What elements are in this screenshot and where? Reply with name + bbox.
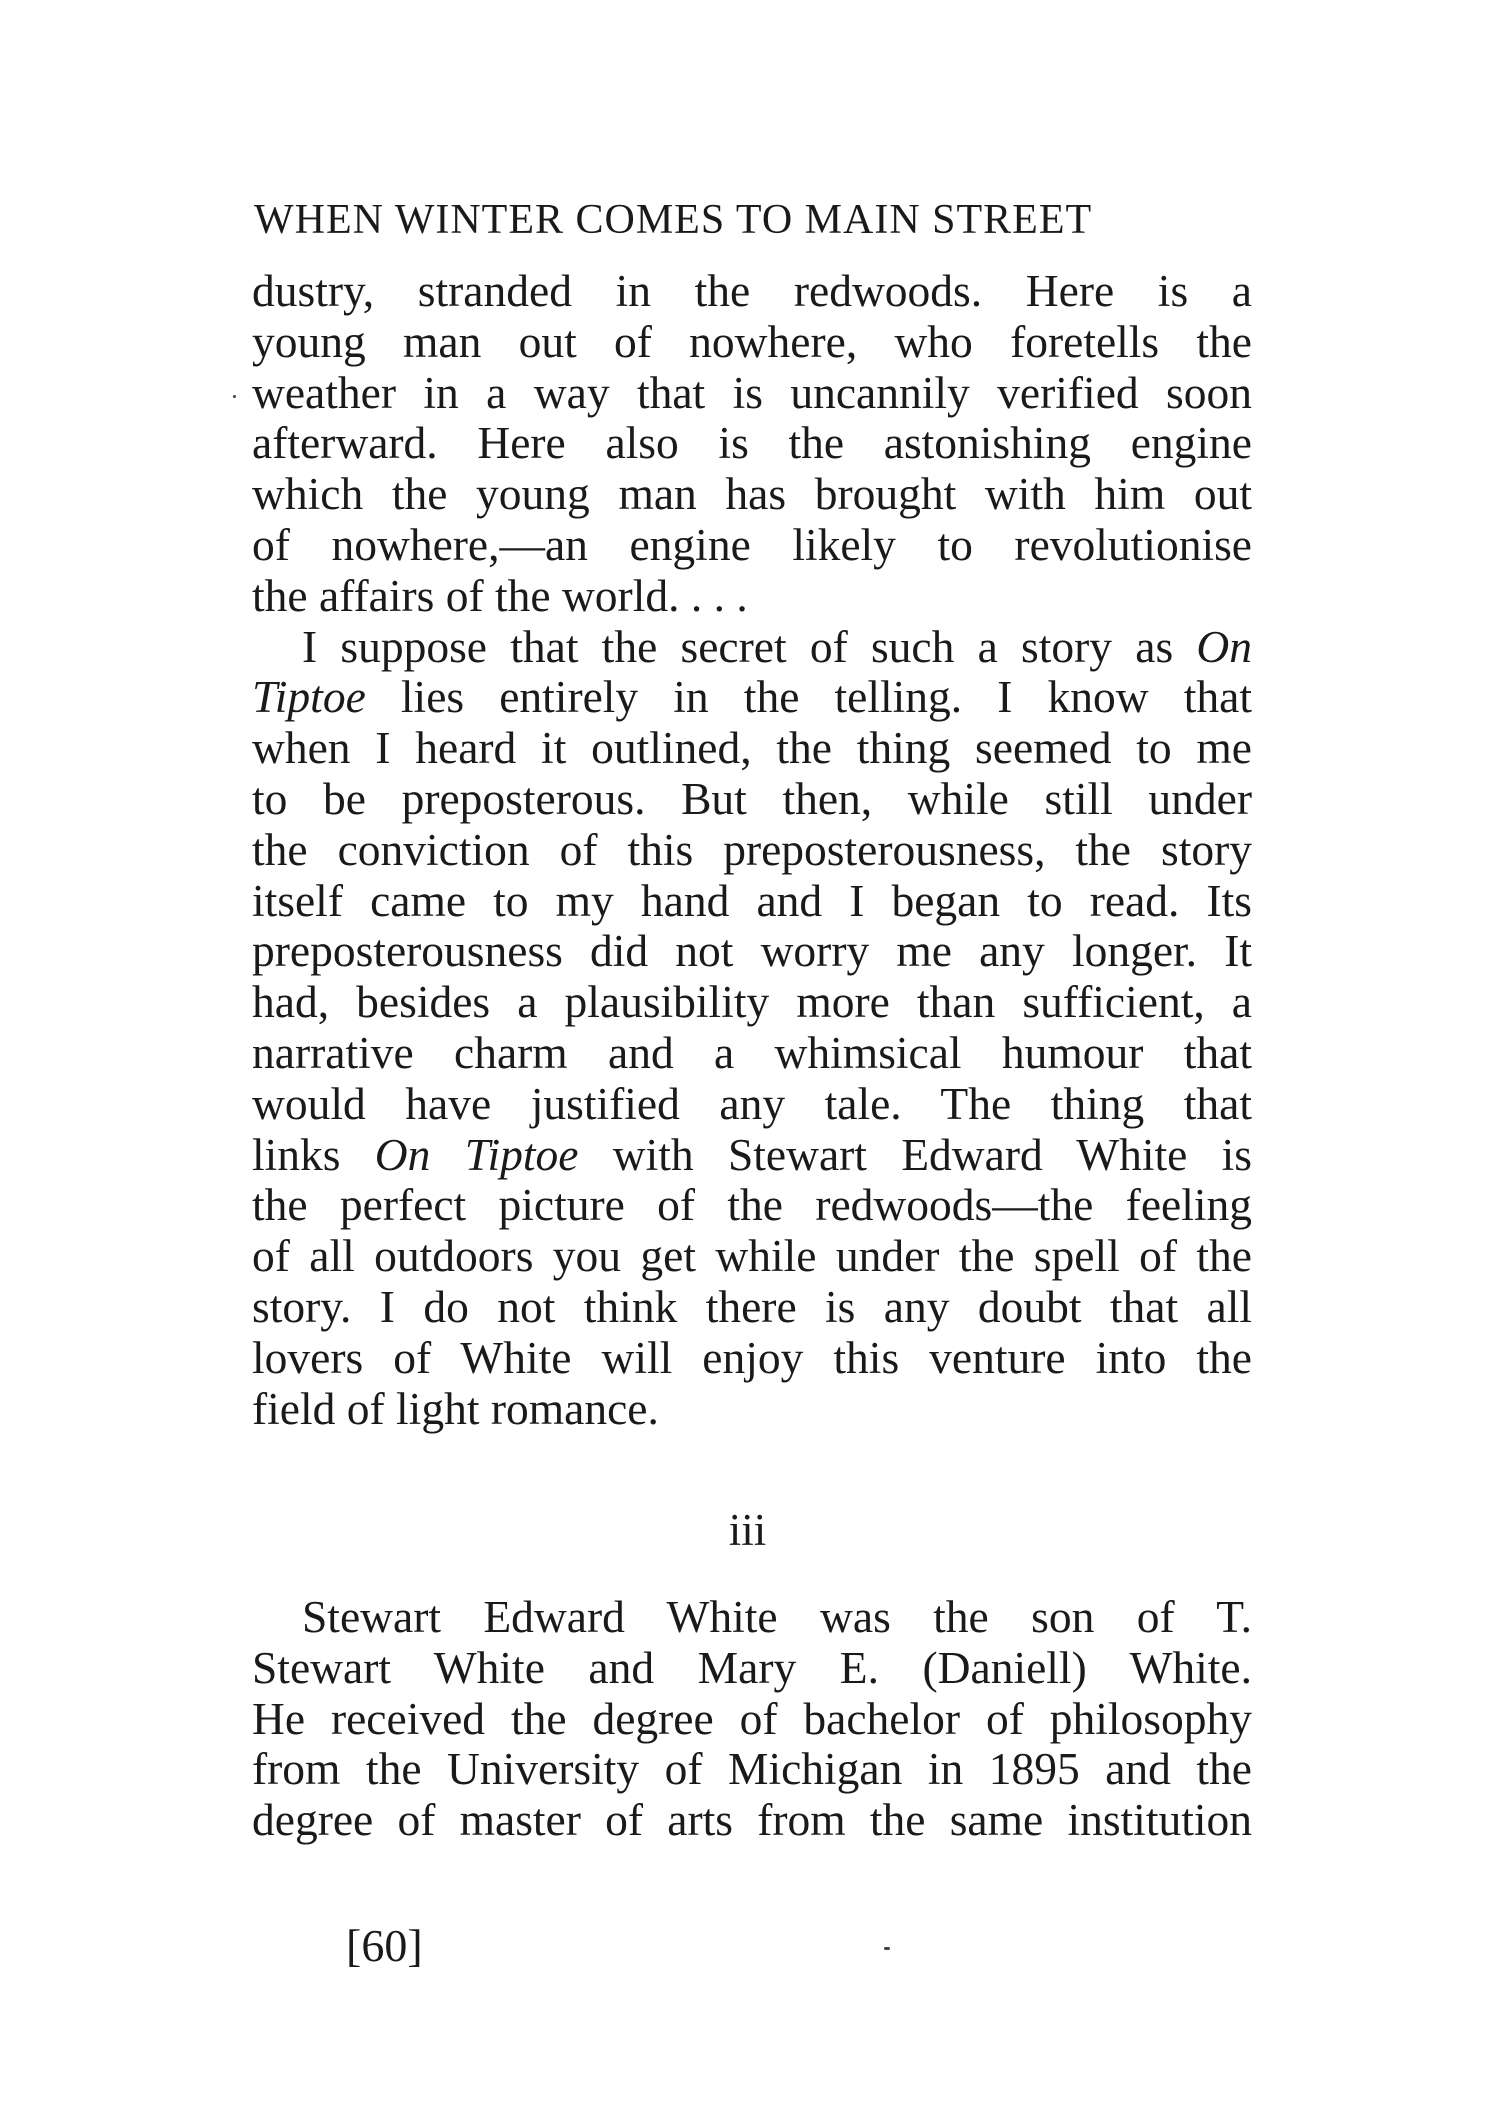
text-line: from the University of Michigan in 1895 and the: [252, 1743, 1252, 1795]
text-line: to be preposterous. But then, while still under: [252, 772, 1252, 824]
text-line: dustry, stranded in the redwoods. Here is a: [252, 265, 1252, 316]
print-speck: [884, 1947, 890, 1950]
text-line: Stewart Edward White was the son of T.: [302, 1591, 1252, 1642]
text-line: of nowhere,—an engine likely to revolutionise: [252, 518, 1252, 570]
text-line: when I heard it outlined, the thing seemed to me: [252, 722, 1252, 774]
text-line: story. I do not think there is any doubt that all: [252, 1280, 1252, 1332]
text-line: the conviction of this preposterousness, the story: [252, 823, 1252, 875]
text-line: had, besides a plausibility more than sufficient, a: [252, 976, 1252, 1028]
text-line: of all outdoors you get while under the spell of the: [252, 1230, 1252, 1282]
text-line: which the young man has brought with him out: [252, 468, 1252, 520]
text-line: He received the degree of bachelor of philosophy: [252, 1692, 1252, 1744]
text-line: weather in a way that is uncannily verified soon: [252, 366, 1252, 418]
text-line: itself came to my hand and I began to read. Its: [252, 874, 1252, 926]
margin-mark: [233, 395, 236, 398]
section-text-block: [252, 1592, 1252, 1846]
running-head: WHEN WINTER COMES TO MAIN STREET: [254, 197, 1093, 243]
text-line: narrative charm and a whimsical humour that: [252, 1026, 1252, 1078]
text-line: the affairs of the world. . . .: [252, 569, 748, 621]
page-number: [60]: [346, 1920, 423, 1971]
text-line: young man out of nowhere, who foretells the: [252, 315, 1252, 367]
section-number: iii: [728, 1505, 767, 1555]
book-title: Tiptoe: [252, 671, 366, 723]
text-line: preposterousness did not worry me any longer. It: [252, 925, 1252, 977]
text-line: afterward. Here also is the astonishing engine: [252, 417, 1252, 469]
main-text-block: [252, 266, 1252, 1434]
text-run: links: [252, 1128, 341, 1180]
text-line: the perfect picture of the redwoods—the feeling: [252, 1179, 1252, 1231]
text-line: [252, 1130, 1252, 1181]
text-line: [252, 672, 1252, 723]
text-line: [252, 622, 1252, 673]
text-line: field of light romance.: [252, 1382, 659, 1434]
text-line: lovers of White will enjoy this venture into the: [252, 1331, 1252, 1383]
text-line: degree of master of arts from the same institution: [252, 1794, 1252, 1846]
book-title: On Tiptoe: [374, 1128, 579, 1180]
text-run: with Stewart Edward White is: [612, 1128, 1253, 1180]
book-title: On: [1196, 620, 1252, 672]
text-line: would have justified any tale. The thing that: [252, 1077, 1252, 1129]
text-run: I suppose that the secret of such a story as: [302, 620, 1174, 672]
text-line: Stewart White and Mary E. (Daniell) White.: [252, 1641, 1252, 1693]
text-run: lies entirely in the telling. I know that: [400, 671, 1252, 723]
